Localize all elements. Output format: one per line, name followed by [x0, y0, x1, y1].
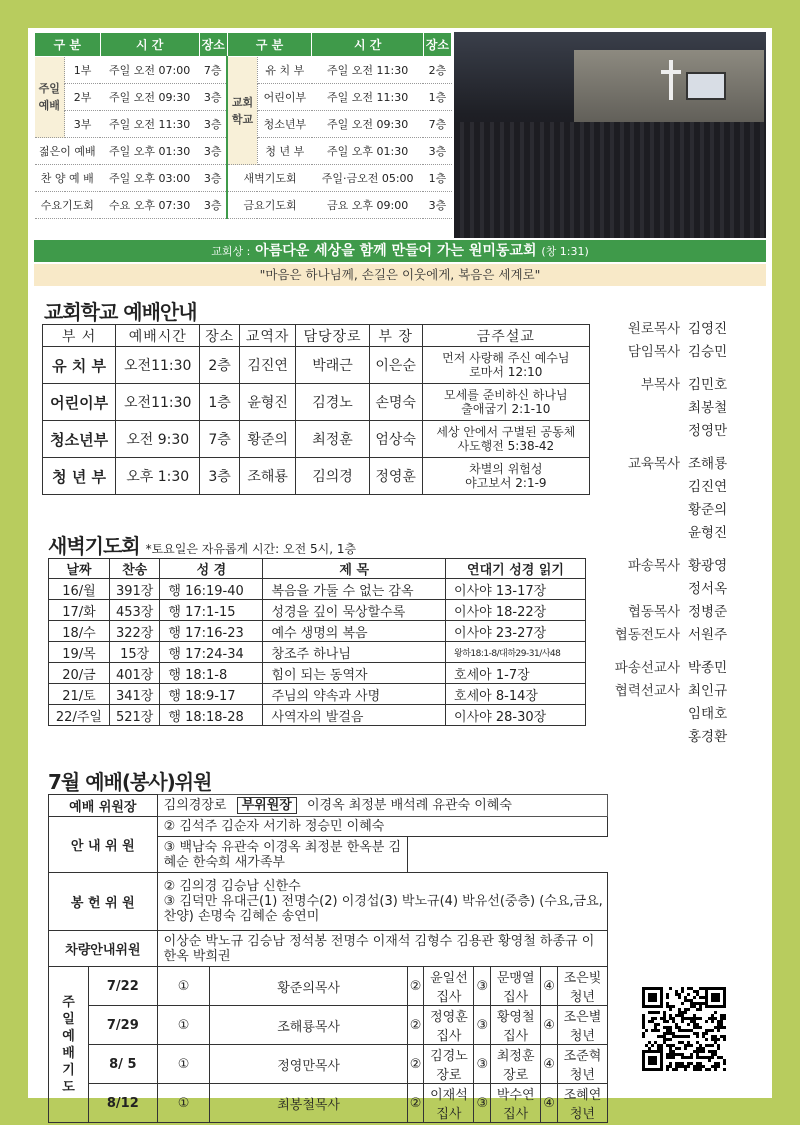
school-title: 교회학교 예배안내 — [44, 300, 197, 324]
qr-code — [638, 983, 730, 1075]
sermon — [422, 421, 589, 458]
cell: 행 18:1-8 — [160, 663, 263, 684]
staff-row — [610, 341, 770, 364]
sanctuary-photo — [454, 32, 766, 238]
cell: 이재석집사 — [424, 1084, 474, 1123]
cell: 찬 양 예 배 — [35, 165, 101, 192]
staff-role — [610, 476, 688, 499]
cell: 교역자 — [239, 325, 295, 347]
vice-label: 부위원장 — [237, 797, 297, 814]
cell: 2부 — [65, 84, 101, 111]
cell: 힘이 되는 동역자 — [263, 663, 446, 684]
cell: 3층 — [199, 84, 227, 111]
cell: 장소 — [200, 325, 240, 347]
staff-name: 김민호 — [688, 377, 728, 393]
staff-name: 김영진 — [688, 321, 728, 337]
school-table — [42, 324, 590, 495]
chair-row — [157, 795, 607, 817]
table-row — [49, 663, 586, 684]
cell: 341장 — [109, 684, 160, 705]
staff-row — [610, 476, 770, 499]
staff-row — [610, 397, 770, 420]
dawn-title-text: 새벽기도회 — [48, 534, 140, 558]
staff-role: 파송목사 — [627, 558, 680, 574]
cell: 최정훈장로 — [491, 1045, 541, 1084]
staff-role: 담임목사 — [627, 344, 680, 360]
staff-row — [610, 420, 770, 443]
cell: 예수 생명의 복음 — [263, 621, 446, 642]
table-row — [49, 1084, 608, 1123]
cell: 주일 오전 07:00 — [100, 57, 199, 84]
cell: 453장 — [109, 600, 160, 621]
staff-name: 윤형진 — [688, 525, 728, 541]
cell: 사역자의 발걸음 — [263, 705, 446, 726]
table-row — [49, 705, 586, 726]
table-row — [49, 684, 586, 705]
top-section — [34, 32, 766, 282]
cell: 3부 — [65, 111, 101, 138]
cell: 오전11:30 — [116, 384, 200, 421]
staff-name: 황광영 — [688, 558, 728, 574]
cell: 오전 9:30 — [116, 421, 200, 458]
table-row — [49, 621, 586, 642]
cell: 최정훈 — [296, 421, 369, 458]
sermon-ref: 야고보서 2:1-9 — [465, 476, 547, 490]
vice-names: 이경옥 최정분 배석례 유관숙 이혜숙 — [306, 798, 512, 813]
cell: 청소년부 — [43, 421, 116, 458]
cell: 유 치 부 — [257, 57, 312, 84]
cell: ④ — [541, 1045, 558, 1084]
table-row — [35, 165, 452, 192]
cell: 7층 — [199, 57, 227, 84]
staff-role — [610, 420, 688, 443]
col-time: 시 간 — [312, 33, 423, 57]
staff-role: 협력선교사 — [614, 683, 680, 699]
cell: 윤형진 — [239, 384, 295, 421]
cell: 이사야 13-17장 — [446, 579, 586, 600]
cell: 주일 오후 01:30 — [100, 138, 199, 165]
staff-name: 홍경환 — [688, 729, 728, 745]
cell: 날짜 — [49, 559, 110, 579]
staff-row — [610, 624, 770, 647]
sermon-title: 모세를 준비하신 하나님 — [444, 388, 568, 402]
cell: 8/ 5 — [89, 1045, 158, 1084]
cell: 문맹열집사 — [491, 967, 541, 1006]
staff-name: 서원주 — [688, 627, 728, 643]
cell: ② — [407, 1084, 424, 1123]
cell: 부 서 — [43, 325, 116, 347]
staff-row — [610, 374, 770, 397]
sermon-title: 세상 안에서 구별된 공동체 — [436, 425, 576, 439]
cell: 3층 — [199, 138, 227, 165]
sermon-title: 차별의 위험성 — [469, 462, 543, 476]
cell: 오전11:30 — [116, 347, 200, 384]
cell: 행 17:24-34 — [160, 642, 263, 663]
staff-role: 협동목사 — [627, 604, 680, 620]
cell: 김경노 — [296, 384, 369, 421]
staff-name: 임태호 — [688, 706, 728, 722]
cell: ② — [407, 1006, 424, 1045]
cell: 이사야 18-22장 — [446, 600, 586, 621]
motto-label: 교회상 : — [211, 245, 251, 258]
chair-label: 예배 위원장 — [49, 795, 158, 817]
staff-row — [610, 555, 770, 578]
cell: 박수연집사 — [491, 1084, 541, 1123]
offer-label: 봉 헌 위 원 — [49, 873, 158, 931]
cell: ① — [157, 967, 210, 1006]
cell: 8/12 — [89, 1084, 158, 1123]
cell: 제 목 — [263, 559, 446, 579]
staff-name: 박종민 — [688, 660, 728, 676]
staff-role — [610, 499, 688, 522]
cell: 금요 오후 09:00 — [312, 192, 423, 219]
cell: 행 18:18-28 — [160, 705, 263, 726]
cell: 담당장로 — [296, 325, 369, 347]
cell: ② — [407, 1045, 424, 1084]
staff-row — [610, 703, 770, 726]
cell: 주일 오전 09:30 — [100, 84, 199, 111]
cell: 정영훈 — [369, 458, 422, 495]
sermon — [422, 347, 589, 384]
staff-name: 정병준 — [688, 604, 728, 620]
table-row — [49, 642, 586, 663]
cell: 성경을 깊이 묵상할수록 — [263, 600, 446, 621]
table-row — [49, 1006, 608, 1045]
cell: 20/금 — [49, 663, 110, 684]
cell: 3층 — [199, 192, 227, 219]
cell: 젊은이 예배 — [35, 138, 101, 165]
motto-text: 아름다운 세상을 함께 만들어 가는 원미동교회 — [255, 243, 537, 259]
cell: 찬송 — [109, 559, 160, 579]
offer-2: ② 김의경 김승남 신한수 — [163, 879, 301, 894]
sermon-title: 먼저 사랑해 주신 예수님 — [442, 351, 570, 365]
cell: 주일 오후 01:30 — [312, 138, 423, 165]
cell: ② — [407, 967, 424, 1006]
cell: 19/목 — [49, 642, 110, 663]
staff-name: 최봉철 — [688, 400, 728, 416]
service-schedule-table — [34, 32, 452, 219]
school-group-label: 교회학교 — [227, 57, 257, 165]
staff-row — [610, 318, 770, 341]
cell: 윤일선집사 — [424, 967, 474, 1006]
cell: 이사야 23-27장 — [446, 621, 586, 642]
cell: 주일 오전 11:30 — [312, 57, 423, 84]
cell: 김진연 — [239, 347, 295, 384]
staff-role — [610, 397, 688, 420]
staff-role — [610, 578, 688, 601]
sermon-ref: 출애굽기 2:1-10 — [461, 402, 551, 416]
cell: 1층 — [423, 165, 451, 192]
cell: 3층 — [199, 111, 227, 138]
cell: ③ — [474, 1045, 491, 1084]
church-quote: "마음은 하나님께, 손길은 이웃에게, 복음은 세계로" — [34, 264, 766, 286]
col-category: 구 분 — [227, 33, 312, 57]
guide-3: ③ 백남숙 유관숙 이경옥 최정분 한옥분 김혜순 한숙희 새가족부 — [157, 837, 407, 873]
staff-name: 황준의 — [688, 502, 728, 518]
cell: 1부 — [65, 57, 101, 84]
guide-2: ② 김석주 김순자 서기하 정승민 이혜숙 — [157, 817, 607, 837]
church-motto — [34, 240, 766, 262]
table-row — [35, 192, 452, 219]
july-committee-table — [48, 794, 608, 1123]
cell: 복음을 가둘 수 없는 감옥 — [263, 579, 446, 600]
staff-role: 원로목사 — [627, 321, 680, 337]
cell: 7/22 — [89, 967, 158, 1006]
cell: 3층 — [199, 165, 227, 192]
cell: 7층 — [200, 421, 240, 458]
cell: 오후 1:30 — [116, 458, 200, 495]
cell: 15장 — [109, 642, 160, 663]
cell: ③ — [474, 967, 491, 1006]
sermon-ref: 로마서 12:10 — [469, 365, 543, 379]
table-row — [43, 347, 590, 384]
cell: 정영만목사 — [210, 1045, 407, 1084]
staff-role: 협동전도사 — [614, 627, 680, 643]
cell: 주일 오전 09:30 — [312, 111, 423, 138]
cell: 521장 — [109, 705, 160, 726]
cell: 수요기도회 — [35, 192, 101, 219]
cell: 17/화 — [49, 600, 110, 621]
cell: 3층 — [200, 458, 240, 495]
cell: 김의경 — [296, 458, 369, 495]
staff-row — [610, 499, 770, 522]
table-row — [43, 421, 590, 458]
cell: 3층 — [423, 192, 451, 219]
staff-row — [610, 680, 770, 703]
col-category: 구 분 — [35, 33, 101, 57]
sermon — [422, 384, 589, 421]
chair-name: 김의경장로 — [163, 798, 227, 813]
cell: 7/29 — [89, 1006, 158, 1045]
cell: 새벽기도회 — [227, 165, 312, 192]
table-row — [43, 458, 590, 495]
staff-row — [610, 726, 770, 749]
table-row — [49, 600, 586, 621]
cell: ④ — [541, 967, 558, 1006]
cell: 주님의 약속과 사명 — [263, 684, 446, 705]
staff-name: 김승민 — [688, 344, 728, 360]
cell: 조해룡 — [239, 458, 295, 495]
cell: 조준혁청년 — [557, 1045, 607, 1084]
cell: 322장 — [109, 621, 160, 642]
cell: 1층 — [200, 384, 240, 421]
col-time: 시 간 — [100, 33, 199, 57]
bulletin-page — [28, 28, 772, 1122]
staff-row — [610, 453, 770, 476]
cell: ① — [157, 1006, 210, 1045]
cell: 주일 오후 03:00 — [100, 165, 199, 192]
table-row — [49, 967, 608, 1006]
cell: 최봉철목사 — [210, 1084, 407, 1123]
staff-role: 파송선교사 — [614, 660, 680, 676]
sunday-group-label: 주일예배 — [35, 57, 65, 138]
parking-list: 이상순 박노규 김승남 정석봉 전명수 이재석 김형수 김용관 황영철 하종규 이한옥 박희권 — [157, 931, 607, 967]
sermon-ref: 사도행전 5:38-42 — [457, 439, 555, 453]
cell: 16/월 — [49, 579, 110, 600]
cell: 어린이부 — [43, 384, 116, 421]
staff-row — [610, 522, 770, 545]
cell: 2층 — [200, 347, 240, 384]
staff-row — [610, 578, 770, 601]
staff-name: 정서옥 — [688, 581, 728, 597]
staff-role: 교육목사 — [627, 456, 680, 472]
cell: 주일 오전 11:30 — [100, 111, 199, 138]
cell: 호세아 1-7장 — [446, 663, 586, 684]
table-row — [49, 1045, 608, 1084]
cell: 2층 — [423, 57, 451, 84]
dawn-title — [48, 530, 356, 559]
col-place: 장소 — [199, 33, 227, 57]
cell: 주일·금오전 05:00 — [312, 165, 423, 192]
cell: 황준의목사 — [210, 967, 407, 1006]
cell: 유 치 부 — [43, 347, 116, 384]
cell: 호세아 8-14장 — [446, 684, 586, 705]
cell: 조은별청년 — [557, 1006, 607, 1045]
cell: 연대기 성경 읽기 — [446, 559, 586, 579]
dawn-table — [48, 558, 586, 726]
staff-name: 김진연 — [688, 479, 728, 495]
cell: ③ — [474, 1006, 491, 1045]
cell: 금주설교 — [422, 325, 589, 347]
cell: 청 년 부 — [43, 458, 116, 495]
cell: 행 18:9-17 — [160, 684, 263, 705]
staff-role: 부목사 — [640, 377, 680, 393]
cell: 18/수 — [49, 621, 110, 642]
staff-row — [610, 601, 770, 624]
cell: 이사야 28-30장 — [446, 705, 586, 726]
cell: 행 17:16-23 — [160, 621, 263, 642]
staff-name: 조해룡 — [688, 456, 728, 472]
cell: 창조주 하나님 — [263, 642, 446, 663]
cell: 황영철집사 — [491, 1006, 541, 1045]
cell: 예배시간 — [116, 325, 200, 347]
cell: 왕하18:1-8/대하29-31/사48 — [446, 642, 586, 663]
cell: ④ — [541, 1006, 558, 1045]
table-row — [43, 384, 590, 421]
cell: 박래근 — [296, 347, 369, 384]
cell: 금요기도회 — [227, 192, 312, 219]
cell: 조혜연청년 — [557, 1084, 607, 1123]
cell: 어린이부 — [257, 84, 312, 111]
cell: 조은빛청년 — [557, 967, 607, 1006]
cell: 행 17:1-15 — [160, 600, 263, 621]
table-row — [35, 57, 452, 84]
cell: 22/주일 — [49, 705, 110, 726]
offer-list — [157, 873, 607, 931]
cell: 조해룡목사 — [210, 1006, 407, 1045]
staff-list — [610, 318, 770, 749]
cell: 3층 — [423, 138, 451, 165]
staff-role — [610, 703, 688, 726]
cell: ④ — [541, 1084, 558, 1123]
cell: ① — [157, 1045, 210, 1084]
dawn-note: *토요일은 자유롭게 시간: 오전 5시, 1층 — [145, 542, 357, 556]
cell: 수요 오후 07:30 — [100, 192, 199, 219]
staff-name: 최인규 — [688, 683, 728, 699]
cell: 정영훈집사 — [424, 1006, 474, 1045]
prayer-label: 주일예배기도 — [49, 967, 89, 1123]
cell: ③ — [474, 1084, 491, 1123]
cell: 이은순 — [369, 347, 422, 384]
cell: 청 년 부 — [257, 138, 312, 165]
motto-ref: (창 1:31) — [541, 245, 589, 258]
cell: 부 장 — [369, 325, 422, 347]
cell: 1층 — [423, 84, 451, 111]
staff-role — [610, 726, 688, 749]
cell: 황준의 — [239, 421, 295, 458]
cell: 401장 — [109, 663, 160, 684]
cell: 김경노장로 — [424, 1045, 474, 1084]
july-title: 7월 예배(봉사)위원 — [48, 770, 212, 794]
parking-label: 차량안내위원 — [49, 931, 158, 967]
cell: ① — [157, 1084, 210, 1123]
cell: 행 16:19-40 — [160, 579, 263, 600]
cell: 주일 오전 11:30 — [312, 84, 423, 111]
sermon — [422, 458, 589, 495]
staff-row — [610, 657, 770, 680]
cell: 21/토 — [49, 684, 110, 705]
table-row — [49, 579, 586, 600]
cell: 엄상숙 — [369, 421, 422, 458]
cell: 391장 — [109, 579, 160, 600]
staff-role — [610, 522, 688, 545]
col-place: 장소 — [423, 33, 451, 57]
staff-name: 정영만 — [688, 423, 728, 439]
cell: 청소년부 — [257, 111, 312, 138]
cell: 손명숙 — [369, 384, 422, 421]
cell: 성 경 — [160, 559, 263, 579]
guide-label: 안 내 위 원 — [49, 817, 158, 873]
cell: 7층 — [423, 111, 451, 138]
offer-3: ③ 김덕만 유대근(1) 전명수(2) 이경섭(3) 박노규(4) 박유선(중층) (수요,금요,찬양) 손명숙 김혜순 송연미 — [163, 894, 603, 924]
